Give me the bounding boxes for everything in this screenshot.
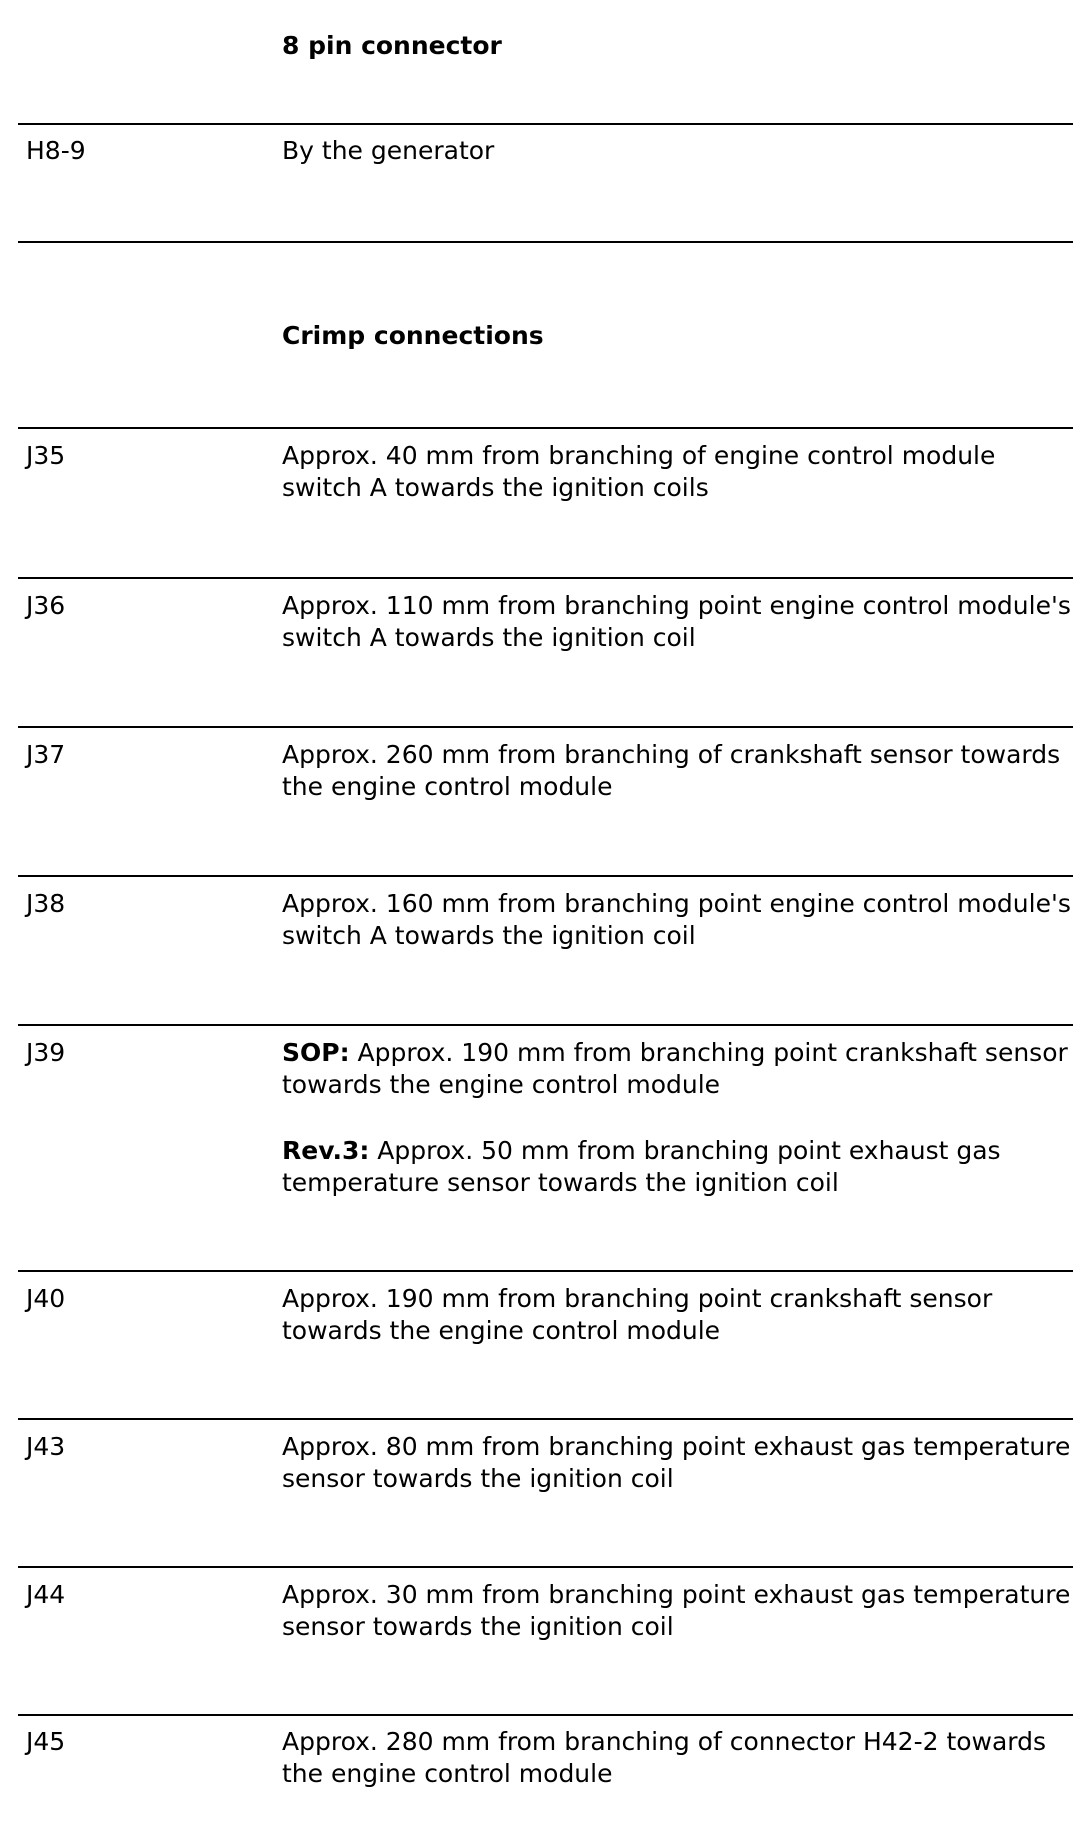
connector-location: Approx. 40 mm from branching of engine control module switch A towards the ignition coils — [282, 441, 996, 502]
connector-location: Approx. 80 mm from branching point exhaust gas temperature sensor towards the ignition coil — [282, 1432, 1071, 1493]
row-divider — [18, 577, 1073, 579]
connector-code: J37 — [26, 740, 66, 769]
connector-location: Approx. 30 mm from branching point exhaust gas temperature sensor towards the ignition coil — [282, 1580, 1071, 1641]
connector-code: J36 — [26, 591, 66, 620]
row-divider — [18, 1024, 1073, 1026]
section-heading-8-pin-connector: 8 pin connector — [282, 31, 502, 60]
connector-location — [282, 1037, 1072, 1199]
connector-code: J45 — [26, 1727, 66, 1756]
revision-text: Approx. 50 mm from branching point exhaust gas temperature sensor towards the ignition coil — [282, 1136, 1001, 1197]
row-divider — [18, 123, 1073, 125]
connector-code: J35 — [26, 441, 66, 470]
connector-location: By the generator — [282, 136, 495, 165]
connector-code: J43 — [26, 1432, 66, 1461]
row-divider — [18, 1270, 1073, 1272]
connector-code: J39 — [26, 1038, 66, 1067]
connector-code: J40 — [26, 1284, 66, 1313]
revision-text: Approx. 190 mm from branching point crankshaft sensor towards the engine control module — [282, 1038, 1068, 1099]
revision-note-sop — [282, 1037, 1072, 1101]
section-heading-crimp-connections: Crimp connections — [282, 321, 544, 350]
connector-location: Approx. 160 mm from branching point engine control module's switch A towards the ignition coil — [282, 889, 1071, 950]
connector-code: J38 — [26, 889, 66, 918]
row-divider — [18, 1418, 1073, 1420]
connector-location: Approx. 280 mm from branching of connector H42-2 towards the engine control module — [282, 1727, 1047, 1788]
row-divider — [18, 427, 1073, 429]
revision-label: Rev.3: — [282, 1136, 370, 1165]
connector-location: Approx. 190 mm from branching point crankshaft sensor towards the engine control module — [282, 1284, 993, 1345]
connector-code: J44 — [26, 1580, 66, 1609]
row-divider — [18, 726, 1073, 728]
row-divider — [18, 241, 1073, 243]
connector-code: H8-9 — [26, 136, 86, 165]
revision-label: SOP: — [282, 1038, 350, 1067]
connector-location: Approx. 110 mm from branching point engine control module's switch A towards the ignition coil — [282, 591, 1071, 652]
revision-note-rev3 — [282, 1135, 1072, 1199]
row-divider — [18, 1566, 1073, 1568]
row-divider — [18, 875, 1073, 877]
row-divider — [18, 1714, 1073, 1716]
connector-location: Approx. 260 mm from branching of crankshaft sensor towards the engine control module — [282, 740, 1061, 801]
